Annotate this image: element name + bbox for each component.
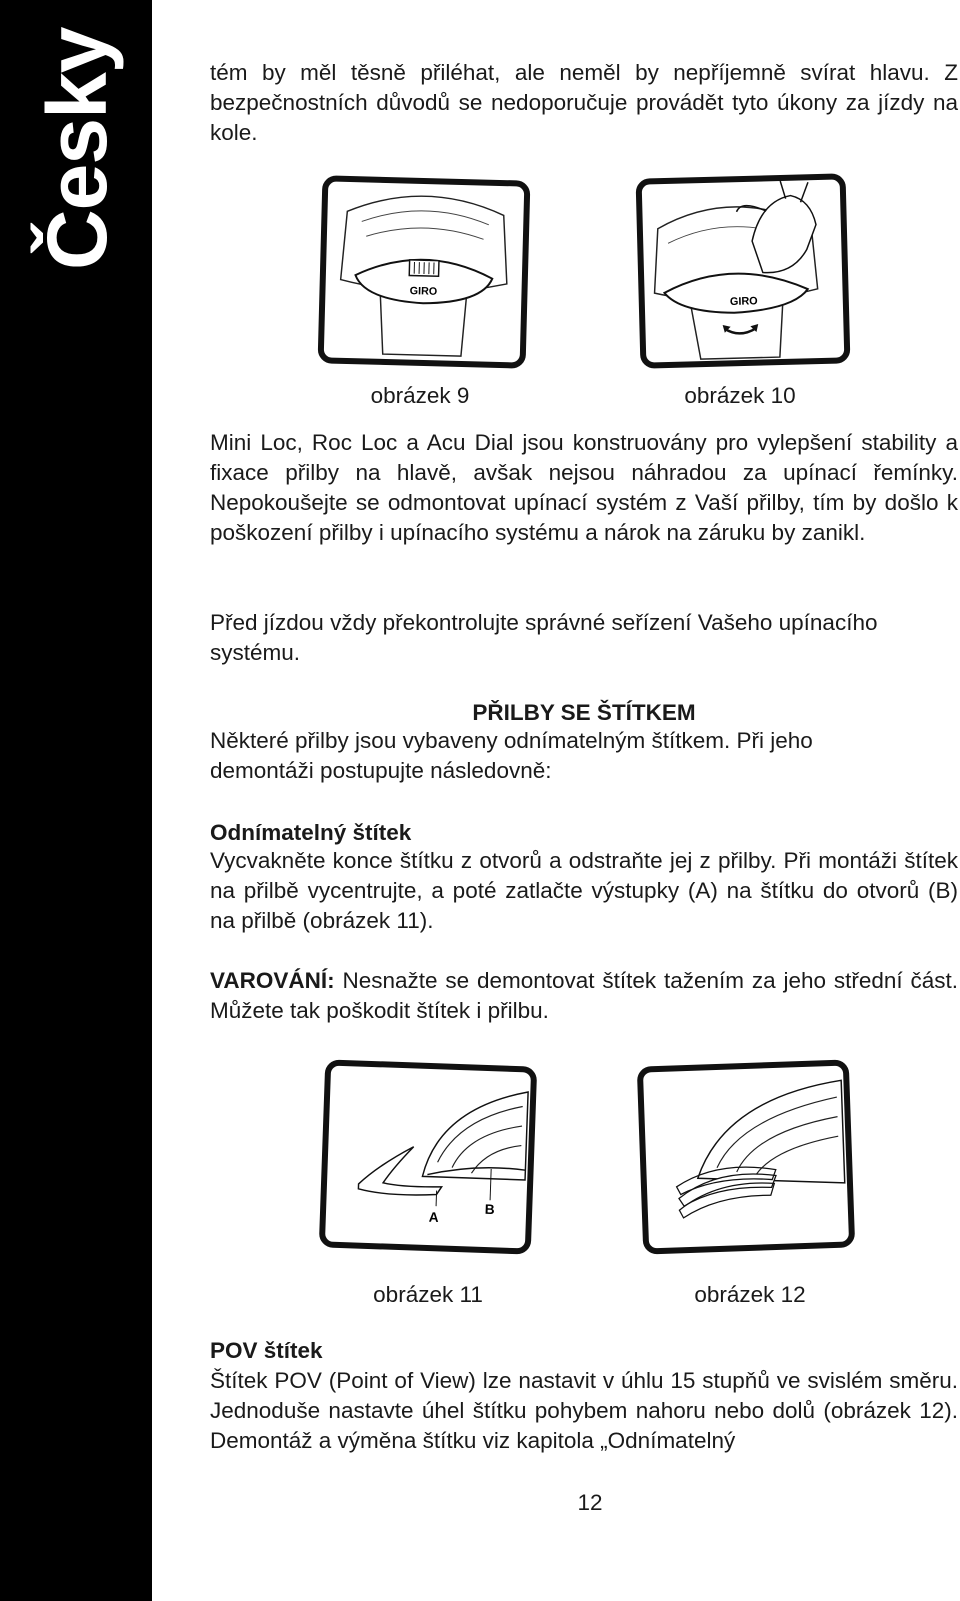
- label-b: B: [484, 1201, 495, 1218]
- figure-11-image: [319, 1059, 537, 1254]
- figure-10-caption: obrázek 10: [684, 383, 796, 408]
- warning-label: VAROVÁNÍ:: [210, 968, 335, 993]
- helmet-visor-removal-illustration: [325, 1066, 531, 1249]
- giro-logo-10: GIRO: [729, 295, 758, 308]
- giro-logo-9: GIRO: [409, 285, 438, 298]
- figure-10-image: [636, 173, 851, 368]
- removable-visor-paragraph: Vycvakněte konce štítku z otvorů a odstraňte jej z přilby. Při montáži štítek na přilbě vycentrujte, a poté zatlačte výstupky (A) na štítku do otvorů (B) na přilbě (obrázek 11).: [210, 848, 958, 933]
- removable-visor-heading: Odnímatelný štítek: [210, 820, 412, 845]
- language-label: Česky: [30, 27, 124, 270]
- visor-intro-paragraph: Některé přilby jsou vybaveny odnímatelným štítkem. Při jeho demontáži postupujte následovně:: [210, 728, 813, 783]
- warning-text: Nesnažte se demontovat štítek tažením za jeho střední část. Můžete tak poškodit štítek i přilbu.: [210, 968, 958, 1023]
- language-sidebar: [0, 0, 152, 1601]
- helmet-dial-illustration: [642, 179, 845, 362]
- helmet-rear-illustration: [324, 181, 525, 362]
- figure-12-caption: obrázek 12: [694, 1282, 806, 1307]
- intro-paragraph: tém by měl těsně přiléhat, ale neměl by nepříjemně svírat hlavu. Z bezpečnostních důvodů se nedoporučuje provádět tyto úkony za jízdy na kole.: [210, 60, 958, 145]
- pov-visor-heading: POV štítek: [210, 1338, 323, 1363]
- figure-9-caption: obrázek 9: [370, 383, 470, 408]
- page-number: 12: [577, 1490, 603, 1515]
- figure-9-image: [318, 175, 531, 368]
- figure-11-caption: obrázek 11: [373, 1282, 483, 1307]
- visor-helmets-heading: PŘILBY SE ŠTÍTKEM: [472, 700, 696, 725]
- pov-visor-paragraph: Štítek POV (Point of View) lze nastavit v úhlu 15 stupňů ve svislém směru. Jednoduše nastavte úhel štítku pohybem nahoru nebo dolů (obrázek 12). Demontáž a výměna štítku viz kapitola „Odnímatelný: [210, 1368, 958, 1453]
- helmet-pov-adjustment-illustration: [643, 1066, 849, 1249]
- warning-paragraph: [210, 966, 958, 1026]
- check-paragraph: Před jízdou vždy překontrolujte správné seřízení Vašeho upínacího systému.: [210, 610, 878, 665]
- figure-12-image: [637, 1059, 855, 1254]
- miniloc-paragraph: Mini Loc, Roc Loc a Acu Dial jsou konstruovány pro vylepšení stability a fixace přilby na hlavě, avšak nejsou náhradou za upínací řemínky. Nepokoušejte se odmontovat upínací systém z Vaší přilby, tím by došlo k poškození přilby i upínacího systému a nárok na záruku by zanikl.: [210, 430, 958, 545]
- label-a: A: [428, 1209, 439, 1225]
